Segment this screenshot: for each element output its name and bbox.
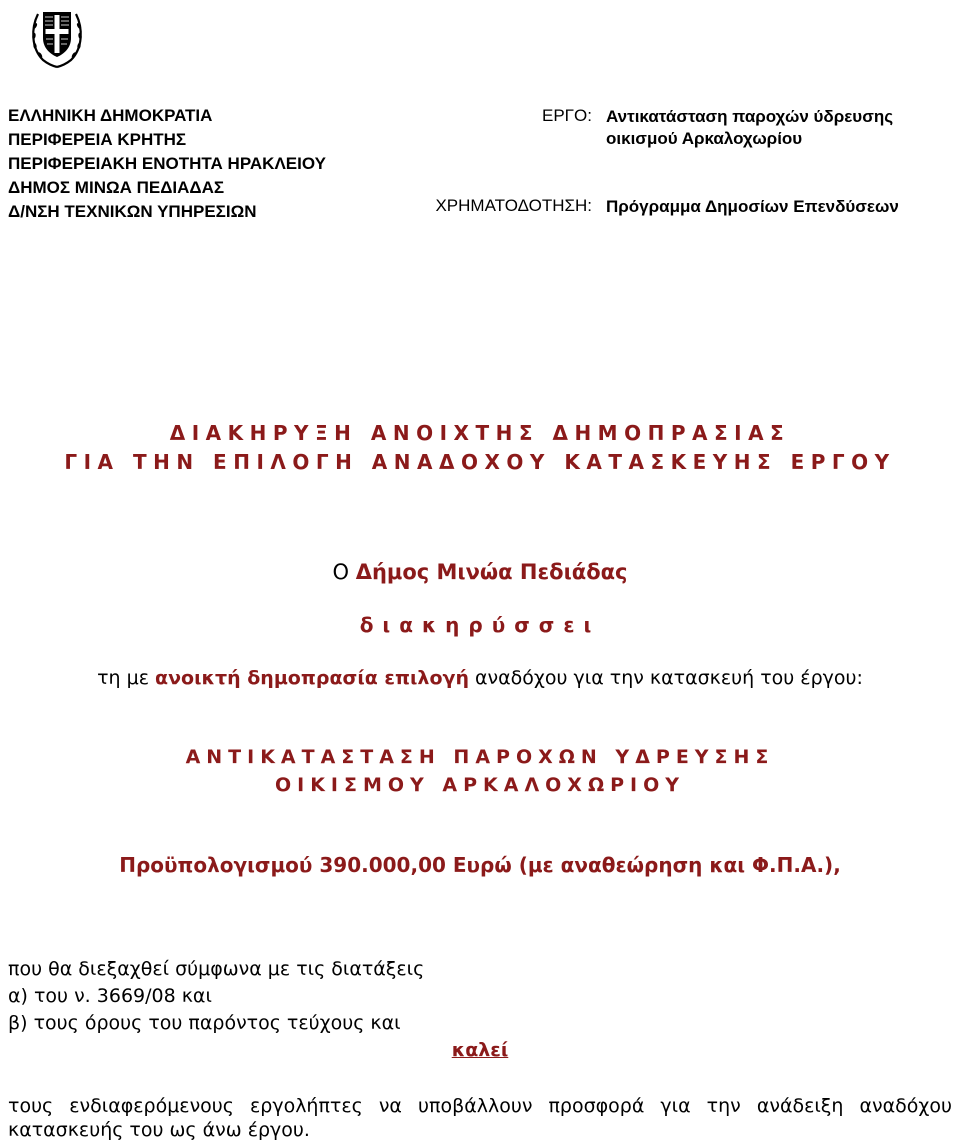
document-title-line1: ΔΙΑΚΗΡΥΞΗ ΑΝΟΙΧΤΗΣ ΔΗΜΟΠΡΑΣΙΑΣ <box>169 421 791 445</box>
provisions-line: β) τους όρους του παρόντος τεύχους και <box>8 1012 401 1034</box>
procedure-type: ανοικτή δημοπρασία επιλογή <box>155 667 469 689</box>
greek-emblem-icon <box>28 4 86 70</box>
project-value <box>606 106 893 150</box>
provisions-line: που θα διεξαχθεί σύμφωνα με τις διατάξεις <box>8 958 425 980</box>
document-title-line2: ΓΙΑ ΤΗΝ ΕΠΙΛΟΓΗ ΑΝΑΔΟΧΟΥ ΚΑΤΑΣΚΕΥΗΣ ΕΡΓΟΥ <box>64 450 896 474</box>
project-label: ΕΡΓΟ: <box>542 106 592 125</box>
project-name-line1: ΑΝΤΙΚΑΤΑΣΤΑΣΗ ΠΑΡΟΧΩΝ ΥΔΡΕΥΣΗΣ <box>185 746 775 768</box>
municipality-line <box>0 560 960 584</box>
project-name-line2: ΟΙΚΙΣΜΟΥ ΑΡΚΑΛΟΧΩΡΙΟΥ <box>274 774 686 796</box>
project-value-line: οικισμού Αρκαλοχωρίου <box>606 129 803 148</box>
municipality-prefix: Ο <box>332 560 349 584</box>
provisions-line: α) του ν. 3669/08 και <box>8 985 212 1007</box>
funding-label: ΧΡΗΜΑΤΟΔΟΤΗΣΗ: <box>435 196 592 215</box>
invites-word: καλεί <box>451 1039 509 1061</box>
issuer-block <box>8 104 326 224</box>
issuer-line: ΕΛΛΗΝΙΚΗ ΔΗΜΟΚΡΑΤΙΑ <box>8 106 213 125</box>
municipality-name: Δήμος Μινώα Πεδιάδας <box>355 560 628 584</box>
final-paragraph: τους ενδιαφερόμενους εργολήπτες να υποβάλλουν προσφορά για την ανάδειξη αναδόχου κατασκευής του ως άνω έργου. <box>8 1095 952 1141</box>
procedure-suffix: αναδόχου για την κατασκευή του έργου: <box>475 667 863 689</box>
issuer-line: Δ/ΝΣΗ ΤΕΧΝΙΚΩΝ ΥΠΗΡΕΣΙΩΝ <box>8 202 257 221</box>
procedure-line <box>0 667 960 689</box>
project-value-line: Αντικατάσταση παροχών ύδρευσης <box>606 107 894 126</box>
declares-word: διακηρύσσει <box>359 613 601 637</box>
issuer-line: ΔΗΜΟΣ ΜΙΝΩΑ ΠΕΔΙΑΔΑΣ <box>8 178 225 197</box>
issuer-line: ΠΕΡΙΦΕΡΕΙΑΚΗ ΕΝΟΤΗΤΑ ΗΡΑΚΛΕΙΟΥ <box>8 154 326 173</box>
budget-line: Προϋπολογισμού 390.000,00 Ευρώ (με αναθεώρηση και Φ.Π.Α.), <box>119 853 841 877</box>
funding-value: Πρόγραμμα Δημοσίων Επενδύσεων <box>606 197 899 216</box>
procedure-prefix: τη με <box>97 667 149 689</box>
issuer-line: ΠΕΡΙΦΕΡΕΙΑ ΚΡΗΤΗΣ <box>8 130 187 149</box>
